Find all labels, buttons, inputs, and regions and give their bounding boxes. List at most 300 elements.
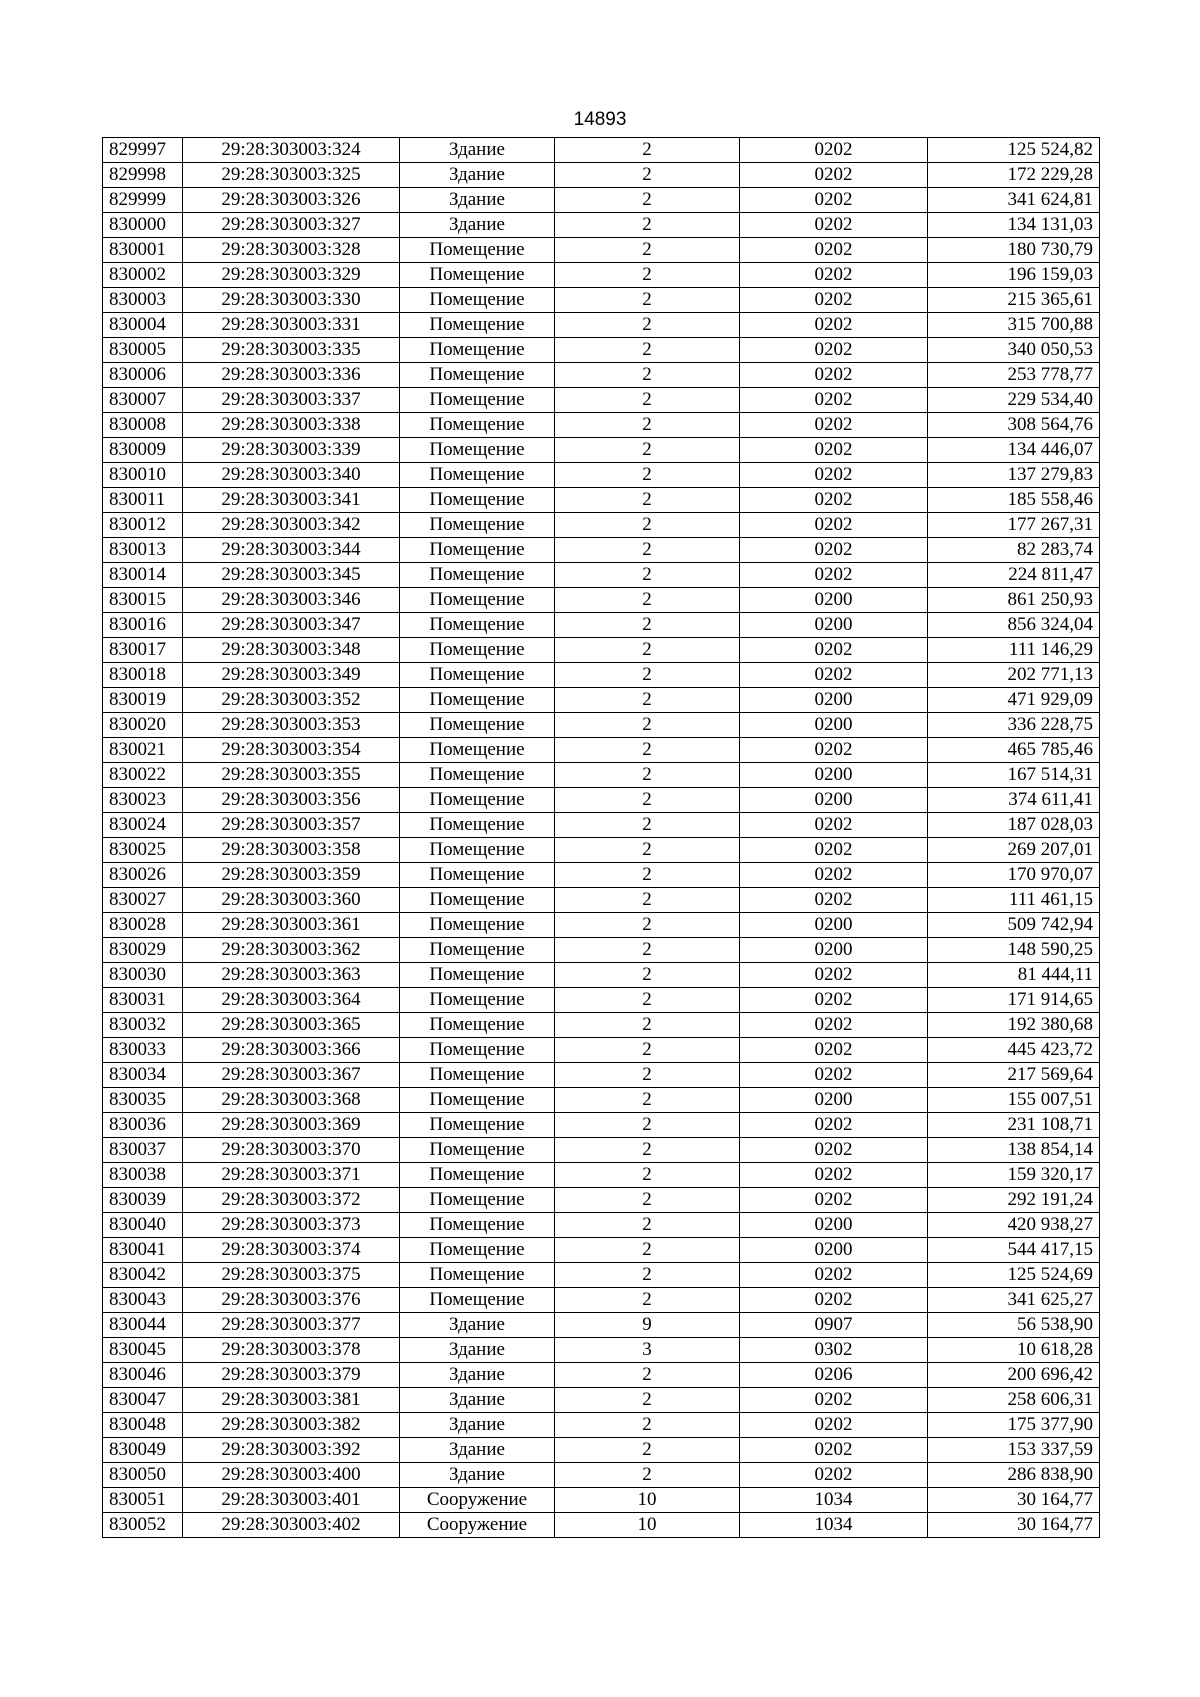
- group-cell: 2: [555, 688, 740, 713]
- cadastral-value-cell: 180 730,79: [928, 238, 1100, 263]
- object-type-cell: Здание: [400, 163, 555, 188]
- group-cell: 2: [555, 913, 740, 938]
- object-type-cell: Помещение: [400, 738, 555, 763]
- subgroup-code-cell: 0200: [740, 763, 928, 788]
- object-type-cell: Здание: [400, 138, 555, 163]
- group-cell: 2: [555, 1188, 740, 1213]
- object-type-cell: Помещение: [400, 763, 555, 788]
- row-number-cell: 830027: [103, 888, 183, 913]
- group-cell: 2: [555, 1388, 740, 1413]
- object-type-cell: Помещение: [400, 588, 555, 613]
- table-row: [103, 1038, 1100, 1063]
- group-cell: 2: [555, 1213, 740, 1238]
- cadastral-value-cell: 253 778,77: [928, 363, 1100, 388]
- group-cell: 2: [555, 613, 740, 638]
- table-row: [103, 388, 1100, 413]
- object-type-cell: Здание: [400, 1413, 555, 1438]
- object-type-cell: Помещение: [400, 1038, 555, 1063]
- table-row: [103, 1088, 1100, 1113]
- cadastral-value-cell: 134 446,07: [928, 438, 1100, 463]
- group-cell: 2: [555, 938, 740, 963]
- group-cell: 2: [555, 1013, 740, 1038]
- table-row: [103, 363, 1100, 388]
- cadastral-number-cell: 29:28:303003:337: [183, 388, 400, 413]
- object-type-cell: Помещение: [400, 438, 555, 463]
- group-cell: 2: [555, 563, 740, 588]
- row-number-cell: 830045: [103, 1338, 183, 1363]
- row-number-cell: 830019: [103, 688, 183, 713]
- group-cell: 2: [555, 463, 740, 488]
- row-number-cell: 830049: [103, 1438, 183, 1463]
- object-type-cell: Помещение: [400, 313, 555, 338]
- cadastral-number-cell: 29:28:303003:378: [183, 1338, 400, 1363]
- object-type-cell: Помещение: [400, 888, 555, 913]
- table-row: [103, 1263, 1100, 1288]
- table-row: [103, 1013, 1100, 1038]
- subgroup-code-cell: 0202: [740, 163, 928, 188]
- subgroup-code-cell: 0202: [740, 388, 928, 413]
- group-cell: 2: [555, 1063, 740, 1088]
- subgroup-code-cell: 0202: [740, 813, 928, 838]
- table-row: [103, 338, 1100, 363]
- subgroup-code-cell: 1034: [740, 1513, 928, 1538]
- subgroup-code-cell: 0202: [740, 1013, 928, 1038]
- table-row: [103, 1438, 1100, 1463]
- cadastral-number-cell: 29:28:303003:347: [183, 613, 400, 638]
- cadastral-number-cell: 29:28:303003:379: [183, 1363, 400, 1388]
- table-row: [103, 1488, 1100, 1513]
- row-number-cell: 830012: [103, 513, 183, 538]
- row-number-cell: 830009: [103, 438, 183, 463]
- cadastral-number-cell: 29:28:303003:401: [183, 1488, 400, 1513]
- object-type-cell: Помещение: [400, 1063, 555, 1088]
- cadastral-value-cell: 217 569,64: [928, 1063, 1100, 1088]
- table-row: [103, 463, 1100, 488]
- subgroup-code-cell: 0200: [740, 1238, 928, 1263]
- row-number-cell: 830016: [103, 613, 183, 638]
- cadastral-number-cell: 29:28:303003:345: [183, 563, 400, 588]
- registry-table-body: [103, 138, 1100, 1538]
- group-cell: 2: [555, 1088, 740, 1113]
- table-row: [103, 1213, 1100, 1238]
- object-type-cell: Помещение: [400, 338, 555, 363]
- table-row: [103, 1463, 1100, 1488]
- object-type-cell: Помещение: [400, 238, 555, 263]
- cadastral-value-cell: 315 700,88: [928, 313, 1100, 338]
- cadastral-value-cell: 125 524,69: [928, 1263, 1100, 1288]
- cadastral-value-cell: 856 324,04: [928, 613, 1100, 638]
- group-cell: 2: [555, 763, 740, 788]
- subgroup-code-cell: 0202: [740, 1163, 928, 1188]
- cadastral-number-cell: 29:28:303003:363: [183, 963, 400, 988]
- cadastral-number-cell: 29:28:303003:352: [183, 688, 400, 713]
- registry-table: [102, 137, 1100, 1538]
- cadastral-number-cell: 29:28:303003:356: [183, 788, 400, 813]
- row-number-cell: 830026: [103, 863, 183, 888]
- group-cell: 2: [555, 388, 740, 413]
- row-number-cell: 830033: [103, 1038, 183, 1063]
- row-number-cell: 830034: [103, 1063, 183, 1088]
- cadastral-value-cell: 231 108,71: [928, 1113, 1100, 1138]
- table-row: [103, 188, 1100, 213]
- object-type-cell: Помещение: [400, 463, 555, 488]
- object-type-cell: Помещение: [400, 488, 555, 513]
- row-number-cell: 830015: [103, 588, 183, 613]
- group-cell: 2: [555, 1113, 740, 1138]
- row-number-cell: 830004: [103, 313, 183, 338]
- group-cell: 2: [555, 638, 740, 663]
- subgroup-code-cell: 0202: [740, 213, 928, 238]
- table-row: [103, 488, 1100, 513]
- row-number-cell: 830038: [103, 1163, 183, 1188]
- cadastral-value-cell: 187 028,03: [928, 813, 1100, 838]
- cadastral-value-cell: 30 164,77: [928, 1513, 1100, 1538]
- cadastral-number-cell: 29:28:303003:381: [183, 1388, 400, 1413]
- table-row: [103, 1238, 1100, 1263]
- cadastral-value-cell: 286 838,90: [928, 1463, 1100, 1488]
- table-row: [103, 1413, 1100, 1438]
- row-number-cell: 830031: [103, 988, 183, 1013]
- group-cell: 2: [555, 963, 740, 988]
- cadastral-number-cell: 29:28:303003:400: [183, 1463, 400, 1488]
- cadastral-number-cell: 29:28:303003:348: [183, 638, 400, 663]
- cadastral-number-cell: 29:28:303003:358: [183, 838, 400, 863]
- row-number-cell: 829999: [103, 188, 183, 213]
- group-cell: 2: [555, 413, 740, 438]
- cadastral-number-cell: 29:28:303003:376: [183, 1288, 400, 1313]
- row-number-cell: 830032: [103, 1013, 183, 1038]
- row-number-cell: 830021: [103, 738, 183, 763]
- row-number-cell: 830044: [103, 1313, 183, 1338]
- table-row: [103, 238, 1100, 263]
- object-type-cell: Помещение: [400, 538, 555, 563]
- object-type-cell: Помещение: [400, 388, 555, 413]
- cadastral-value-cell: 445 423,72: [928, 1038, 1100, 1063]
- cadastral-value-cell: 185 558,46: [928, 488, 1100, 513]
- subgroup-code-cell: 0202: [740, 463, 928, 488]
- group-cell: 2: [555, 1463, 740, 1488]
- cadastral-value-cell: 172 229,28: [928, 163, 1100, 188]
- subgroup-code-cell: 0200: [740, 938, 928, 963]
- object-type-cell: Помещение: [400, 413, 555, 438]
- subgroup-code-cell: 0202: [740, 438, 928, 463]
- group-cell: 2: [555, 1238, 740, 1263]
- object-type-cell: Здание: [400, 1338, 555, 1363]
- cadastral-value-cell: 224 811,47: [928, 563, 1100, 588]
- row-number-cell: 830005: [103, 338, 183, 363]
- cadastral-value-cell: 340 050,53: [928, 338, 1100, 363]
- group-cell: 2: [555, 663, 740, 688]
- cadastral-number-cell: 29:28:303003:367: [183, 1063, 400, 1088]
- subgroup-code-cell: 0202: [740, 1063, 928, 1088]
- table-row: [103, 313, 1100, 338]
- cadastral-value-cell: 81 444,11: [928, 963, 1100, 988]
- cadastral-value-cell: 148 590,25: [928, 938, 1100, 963]
- cadastral-number-cell: 29:28:303003:328: [183, 238, 400, 263]
- cadastral-number-cell: 29:28:303003:369: [183, 1113, 400, 1138]
- table-row: [103, 688, 1100, 713]
- cadastral-value-cell: 374 611,41: [928, 788, 1100, 813]
- subgroup-code-cell: 0202: [740, 338, 928, 363]
- table-row: [103, 613, 1100, 638]
- subgroup-code-cell: 0202: [740, 488, 928, 513]
- cadastral-value-cell: 170 970,07: [928, 863, 1100, 888]
- subgroup-code-cell: 0202: [740, 413, 928, 438]
- object-type-cell: Помещение: [400, 363, 555, 388]
- object-type-cell: Здание: [400, 1438, 555, 1463]
- group-cell: 2: [555, 1413, 740, 1438]
- cadastral-value-cell: 111 461,15: [928, 888, 1100, 913]
- table-row: [103, 1288, 1100, 1313]
- object-type-cell: Помещение: [400, 1188, 555, 1213]
- subgroup-code-cell: 0202: [740, 288, 928, 313]
- object-type-cell: Помещение: [400, 263, 555, 288]
- table-row: [103, 438, 1100, 463]
- cadastral-value-cell: 202 771,13: [928, 663, 1100, 688]
- object-type-cell: Помещение: [400, 1288, 555, 1313]
- cadastral-value-cell: 10 618,28: [928, 1338, 1100, 1363]
- table-row: [103, 738, 1100, 763]
- cadastral-number-cell: 29:28:303003:364: [183, 988, 400, 1013]
- cadastral-number-cell: 29:28:303003:354: [183, 738, 400, 763]
- subgroup-code-cell: 0202: [740, 1288, 928, 1313]
- group-cell: 10: [555, 1513, 740, 1538]
- object-type-cell: Помещение: [400, 863, 555, 888]
- table-row: [103, 213, 1100, 238]
- cadastral-value-cell: 159 320,17: [928, 1163, 1100, 1188]
- row-number-cell: 830010: [103, 463, 183, 488]
- group-cell: 3: [555, 1338, 740, 1363]
- subgroup-code-cell: 0302: [740, 1338, 928, 1363]
- cadastral-number-cell: 29:28:303003:360: [183, 888, 400, 913]
- group-cell: 2: [555, 1288, 740, 1313]
- subgroup-code-cell: 0202: [740, 313, 928, 338]
- table-row: [103, 513, 1100, 538]
- table-row: [103, 1338, 1100, 1363]
- cadastral-value-cell: 420 938,27: [928, 1213, 1100, 1238]
- table-row: [103, 638, 1100, 663]
- group-cell: 10: [555, 1488, 740, 1513]
- group-cell: 2: [555, 888, 740, 913]
- group-cell: 2: [555, 738, 740, 763]
- cadastral-value-cell: 269 207,01: [928, 838, 1100, 863]
- cadastral-number-cell: 29:28:303003:359: [183, 863, 400, 888]
- group-cell: 2: [555, 588, 740, 613]
- cadastral-number-cell: 29:28:303003:335: [183, 338, 400, 363]
- cadastral-value-cell: 167 514,31: [928, 763, 1100, 788]
- row-number-cell: 830040: [103, 1213, 183, 1238]
- cadastral-value-cell: 175 377,90: [928, 1413, 1100, 1438]
- cadastral-number-cell: 29:28:303003:329: [183, 263, 400, 288]
- cadastral-value-cell: 111 146,29: [928, 638, 1100, 663]
- subgroup-code-cell: 0202: [740, 538, 928, 563]
- table-row: [103, 1163, 1100, 1188]
- object-type-cell: Помещение: [400, 1113, 555, 1138]
- cadastral-value-cell: 544 417,15: [928, 1238, 1100, 1263]
- table-row: [103, 288, 1100, 313]
- object-type-cell: Помещение: [400, 1213, 555, 1238]
- group-cell: 2: [555, 363, 740, 388]
- subgroup-code-cell: 0200: [740, 788, 928, 813]
- subgroup-code-cell: 0202: [740, 888, 928, 913]
- row-number-cell: 830050: [103, 1463, 183, 1488]
- table-row: [103, 413, 1100, 438]
- object-type-cell: Помещение: [400, 1138, 555, 1163]
- subgroup-code-cell: 0200: [740, 1213, 928, 1238]
- cadastral-number-cell: 29:28:303003:357: [183, 813, 400, 838]
- cadastral-value-cell: 471 929,09: [928, 688, 1100, 713]
- table-row: [103, 538, 1100, 563]
- table-row: [103, 863, 1100, 888]
- cadastral-value-cell: 292 191,24: [928, 1188, 1100, 1213]
- cadastral-number-cell: 29:28:303003:382: [183, 1413, 400, 1438]
- subgroup-code-cell: 0202: [740, 363, 928, 388]
- table-row: [103, 263, 1100, 288]
- row-number-cell: 830023: [103, 788, 183, 813]
- subgroup-code-cell: 0202: [740, 1438, 928, 1463]
- table-row: [103, 563, 1100, 588]
- object-type-cell: Помещение: [400, 963, 555, 988]
- subgroup-code-cell: 0202: [740, 263, 928, 288]
- subgroup-code-cell: 0206: [740, 1363, 928, 1388]
- group-cell: 2: [555, 288, 740, 313]
- cadastral-number-cell: 29:28:303003:402: [183, 1513, 400, 1538]
- object-type-cell: Помещение: [400, 688, 555, 713]
- row-number-cell: 830014: [103, 563, 183, 588]
- cadastral-value-cell: 229 534,40: [928, 388, 1100, 413]
- cadastral-value-cell: 341 624,81: [928, 188, 1100, 213]
- cadastral-number-cell: 29:28:303003:361: [183, 913, 400, 938]
- cadastral-number-cell: 29:28:303003:344: [183, 538, 400, 563]
- group-cell: 2: [555, 1038, 740, 1063]
- group-cell: 2: [555, 313, 740, 338]
- object-type-cell: Помещение: [400, 513, 555, 538]
- row-number-cell: 830043: [103, 1288, 183, 1313]
- row-number-cell: 830001: [103, 238, 183, 263]
- cadastral-value-cell: 153 337,59: [928, 1438, 1100, 1463]
- row-number-cell: 830051: [103, 1488, 183, 1513]
- group-cell: 2: [555, 813, 740, 838]
- row-number-cell: 830048: [103, 1413, 183, 1438]
- group-cell: 9: [555, 1313, 740, 1338]
- subgroup-code-cell: 0202: [740, 1463, 928, 1488]
- row-number-cell: 830037: [103, 1138, 183, 1163]
- object-type-cell: Здание: [400, 1313, 555, 1338]
- row-number-cell: 830020: [103, 713, 183, 738]
- group-cell: 2: [555, 1438, 740, 1463]
- group-cell: 2: [555, 838, 740, 863]
- subgroup-code-cell: 0202: [740, 1138, 928, 1163]
- object-type-cell: Здание: [400, 1388, 555, 1413]
- cadastral-number-cell: 29:28:303003:342: [183, 513, 400, 538]
- cadastral-value-cell: 155 007,51: [928, 1088, 1100, 1113]
- table-row: [103, 1388, 1100, 1413]
- table-row: [103, 763, 1100, 788]
- cadastral-number-cell: 29:28:303003:366: [183, 1038, 400, 1063]
- row-number-cell: 830017: [103, 638, 183, 663]
- cadastral-number-cell: 29:28:303003:365: [183, 1013, 400, 1038]
- object-type-cell: Здание: [400, 1463, 555, 1488]
- row-number-cell: 830047: [103, 1388, 183, 1413]
- cadastral-number-cell: 29:28:303003:374: [183, 1238, 400, 1263]
- group-cell: 2: [555, 713, 740, 738]
- cadastral-number-cell: 29:28:303003:349: [183, 663, 400, 688]
- table-row: [103, 888, 1100, 913]
- table-row: [103, 913, 1100, 938]
- group-cell: 2: [555, 513, 740, 538]
- cadastral-value-cell: 861 250,93: [928, 588, 1100, 613]
- cadastral-number-cell: 29:28:303003:338: [183, 413, 400, 438]
- group-cell: 2: [555, 188, 740, 213]
- cadastral-number-cell: 29:28:303003:336: [183, 363, 400, 388]
- cadastral-value-cell: 192 380,68: [928, 1013, 1100, 1038]
- cadastral-number-cell: 29:28:303003:372: [183, 1188, 400, 1213]
- group-cell: 2: [555, 1263, 740, 1288]
- cadastral-number-cell: 29:28:303003:375: [183, 1263, 400, 1288]
- row-number-cell: 830024: [103, 813, 183, 838]
- cadastral-number-cell: 29:28:303003:362: [183, 938, 400, 963]
- row-number-cell: 830003: [103, 288, 183, 313]
- cadastral-number-cell: 29:28:303003:340: [183, 463, 400, 488]
- object-type-cell: Помещение: [400, 1238, 555, 1263]
- object-type-cell: Помещение: [400, 1163, 555, 1188]
- object-type-cell: Сооружение: [400, 1488, 555, 1513]
- group-cell: 2: [555, 1363, 740, 1388]
- subgroup-code-cell: 0202: [740, 138, 928, 163]
- cadastral-number-cell: 29:28:303003:341: [183, 488, 400, 513]
- subgroup-code-cell: 0202: [740, 738, 928, 763]
- row-number-cell: 830041: [103, 1238, 183, 1263]
- object-type-cell: Сооружение: [400, 1513, 555, 1538]
- subgroup-code-cell: 0202: [740, 963, 928, 988]
- row-number-cell: 829997: [103, 138, 183, 163]
- table-row: [103, 1313, 1100, 1338]
- cadastral-number-cell: 29:28:303003:371: [183, 1163, 400, 1188]
- cadastral-value-cell: 341 625,27: [928, 1288, 1100, 1313]
- object-type-cell: Помещение: [400, 288, 555, 313]
- table-row: [103, 588, 1100, 613]
- row-number-cell: 830052: [103, 1513, 183, 1538]
- group-cell: 2: [555, 863, 740, 888]
- group-cell: 2: [555, 238, 740, 263]
- subgroup-code-cell: 0200: [740, 713, 928, 738]
- group-cell: 2: [555, 438, 740, 463]
- row-number-cell: 830036: [103, 1113, 183, 1138]
- row-number-cell: 830028: [103, 913, 183, 938]
- row-number-cell: 830046: [103, 1363, 183, 1388]
- cadastral-number-cell: 29:28:303003:392: [183, 1438, 400, 1463]
- subgroup-code-cell: 0202: [740, 1113, 928, 1138]
- row-number-cell: 830025: [103, 838, 183, 863]
- object-type-cell: Помещение: [400, 838, 555, 863]
- table-row: [103, 938, 1100, 963]
- object-type-cell: Помещение: [400, 613, 555, 638]
- object-type-cell: Помещение: [400, 913, 555, 938]
- cadastral-number-cell: 29:28:303003:373: [183, 1213, 400, 1238]
- row-number-cell: 830039: [103, 1188, 183, 1213]
- subgroup-code-cell: 0202: [740, 1188, 928, 1213]
- cadastral-value-cell: 82 283,74: [928, 538, 1100, 563]
- subgroup-code-cell: 0202: [740, 863, 928, 888]
- cadastral-value-cell: 200 696,42: [928, 1363, 1100, 1388]
- subgroup-code-cell: 0200: [740, 613, 928, 638]
- cadastral-value-cell: 56 538,90: [928, 1313, 1100, 1338]
- subgroup-code-cell: 0202: [740, 1263, 928, 1288]
- cadastral-value-cell: 137 279,83: [928, 463, 1100, 488]
- row-number-cell: 830007: [103, 388, 183, 413]
- row-number-cell: 830008: [103, 413, 183, 438]
- cadastral-value-cell: 336 228,75: [928, 713, 1100, 738]
